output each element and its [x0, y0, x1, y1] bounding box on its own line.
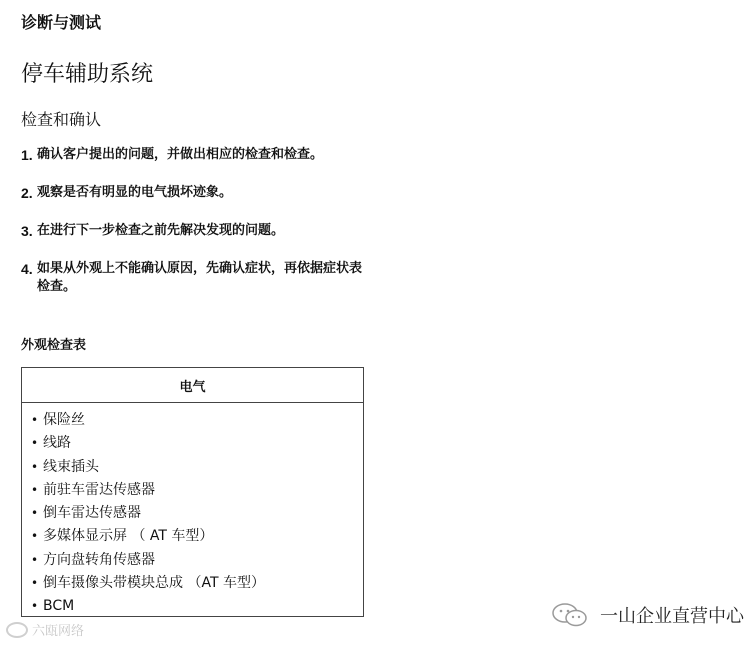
item-text: 线束插头: [43, 458, 99, 475]
table-item: [31, 572, 363, 595]
step-text: 如果从外观上不能确认原因，先确认症状，再依据症状表检查。: [37, 261, 363, 294]
page-title: 停车辅助系统: [21, 62, 154, 87]
table-item: [31, 432, 363, 455]
steps-list: [21, 146, 366, 316]
bullet-icon: •: [31, 482, 39, 497]
step-item: [21, 146, 366, 164]
table-item: [31, 595, 363, 618]
step-number: 2.: [21, 185, 33, 201]
item-text: 倒车雷达传感器: [43, 505, 141, 522]
table-header: 电气: [22, 368, 363, 403]
table-item: [31, 479, 363, 502]
watermark-right-text: 一山企业直营中心: [600, 606, 744, 627]
step-number: 1.: [21, 147, 33, 163]
section-heading: 诊断与测试: [21, 13, 102, 32]
item-text: 前驻车雷达传感器: [43, 481, 155, 498]
bullet-icon: •: [31, 459, 39, 474]
item-text: 线路: [43, 435, 71, 452]
item-text: 保险丝: [43, 412, 85, 428]
step-text: 观察是否有明显的电气损坏迹象。: [37, 185, 233, 200]
table-item: [31, 409, 363, 432]
table-item: [31, 502, 363, 525]
table-title: 外观检查表: [21, 338, 87, 353]
item-text: 多媒体显示屏 （ AT 车型）: [43, 528, 214, 545]
step-text: 确认客户提出的问题，并做出相应的检查和检查。: [37, 147, 324, 162]
watermark-left-text: 六瓯网络: [32, 624, 85, 639]
bullet-icon: •: [31, 413, 39, 427]
item-text: BCM: [43, 598, 75, 615]
bullet-icon: •: [31, 529, 39, 544]
step-item: [21, 184, 366, 202]
table-items: [22, 403, 363, 619]
brand-logo-icon: [6, 622, 28, 638]
step-number: 4.: [21, 261, 33, 277]
inspection-table: [21, 367, 364, 617]
step-number: 3.: [21, 223, 33, 239]
bullet-icon: •: [31, 599, 39, 614]
bullet-icon: •: [31, 436, 39, 451]
step-item: [21, 222, 366, 240]
watermark-right: [550, 602, 744, 628]
subtitle: 检查和确认: [21, 110, 102, 129]
item-text: 方向盘转角传感器: [43, 551, 155, 568]
table-item: [31, 525, 363, 548]
wechat-icon: [550, 602, 590, 628]
table-item: [31, 456, 363, 479]
bullet-icon: •: [31, 506, 39, 521]
watermark-left: [6, 620, 84, 639]
item-text: 倒车摄像头带模块总成 （AT 车型）: [43, 575, 265, 592]
bullet-icon: •: [31, 552, 39, 567]
step-item: [21, 260, 366, 296]
table-item: [31, 549, 363, 572]
step-text: 在进行下一步检查之前先解决发现的问题。: [37, 223, 285, 238]
bullet-icon: •: [31, 576, 39, 591]
